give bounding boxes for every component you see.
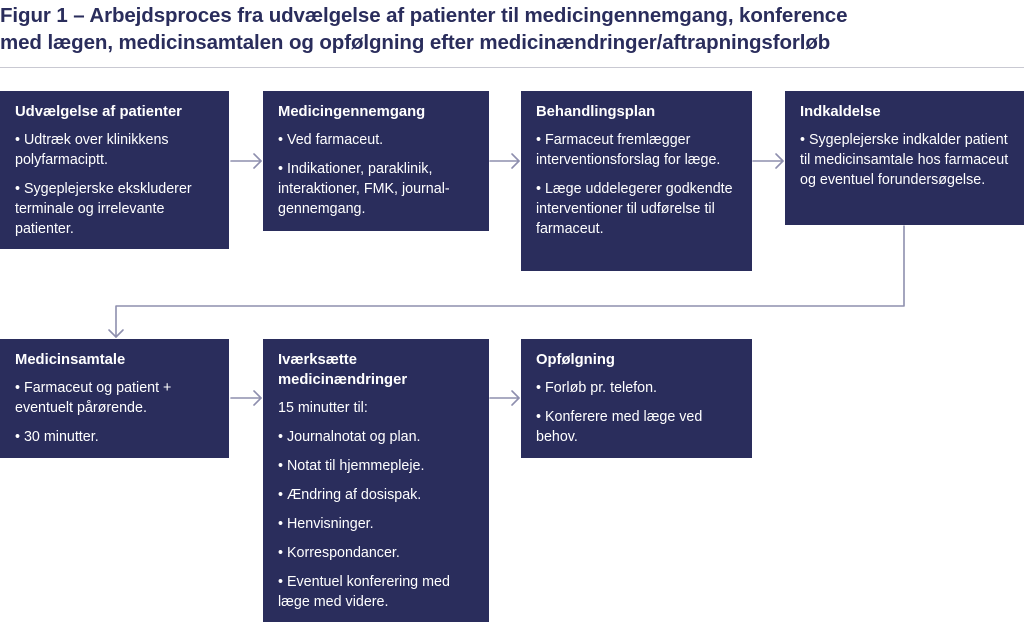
- box-item: • Journalnotat og plan.: [278, 429, 421, 445]
- box-item: • Ændring af dosispak.: [278, 487, 422, 503]
- box-heading: Behandlingsplan: [536, 104, 656, 120]
- arrow-ivaerksaette-to-opfoelgning: [490, 391, 519, 405]
- box-heading: Udvælgelse af patienter: [15, 104, 182, 120]
- box-heading: Medicinsamtale: [15, 352, 126, 368]
- box-item: • Indikationer, paraklinik, interaktioner, FMK, journal-gennemgang.: [278, 161, 450, 217]
- box-item: • Sygeplejerske indkalder patient til medicinsamtale hos farmaceut og eventuel forundersøgelse.: [800, 132, 1009, 188]
- box-item: • Farmaceut fremlægger interventionsforslag for læge.: [536, 132, 721, 168]
- figure-title-line-2: med lægen, medicinsamtalen og opfølgning efter medicinændringer/aftrapningsforløb: [0, 31, 831, 54]
- box-intro: 15 minutter til:: [278, 400, 368, 416]
- box-item: • Forløb pr. telefon.: [536, 380, 658, 396]
- box-heading: Opfølgning: [536, 352, 615, 368]
- box-item: • Udtræk over klinikkens polyfarmaciptt.: [15, 132, 169, 168]
- box-item: • Sygeplejerske ekskluderer terminale og irrelevante patienter.: [15, 181, 192, 237]
- box-heading: Medicingennemgang: [278, 104, 426, 120]
- box-item: • Notat til hjemmepleje.: [278, 458, 425, 474]
- box-item: • Ved farmaceut.: [278, 132, 384, 148]
- box-item: • Eventuel konferering med læge med videre.: [278, 574, 450, 610]
- arrow-indkaldelse-to-medicinsamtale: [109, 226, 904, 337]
- box-item: • Farmaceut og patient + eventuelt pårørende.: [15, 380, 172, 416]
- box-item: • Henvisninger.: [278, 516, 374, 532]
- box-heading: Indkaldelse: [800, 104, 881, 120]
- arrow-udvaelgelse-to-medicingennemgang: [231, 154, 261, 168]
- figure-title-line-1: Figur 1 – Arbejdsproces fra udvælgelse af patienter til medicingennemgang, konference: [0, 4, 848, 27]
- arrow-medicingennemgang-to-behandlingsplan: [490, 154, 519, 168]
- arrow-behandlingsplan-to-indkaldelse: [753, 154, 783, 168]
- arrow-medicinsamtale-to-ivaerksaette: [231, 391, 261, 405]
- box-item: • Konferere med læge ved behov.: [536, 409, 703, 445]
- box-heading: Iværksætte medicinændringer: [278, 352, 408, 388]
- box-item: • Korrespondancer.: [278, 545, 400, 561]
- box-item: • 30 minutter.: [15, 429, 99, 445]
- box-item: • Læge uddelegerer godkendte interventioner til udførelse til farmaceut.: [536, 181, 733, 237]
